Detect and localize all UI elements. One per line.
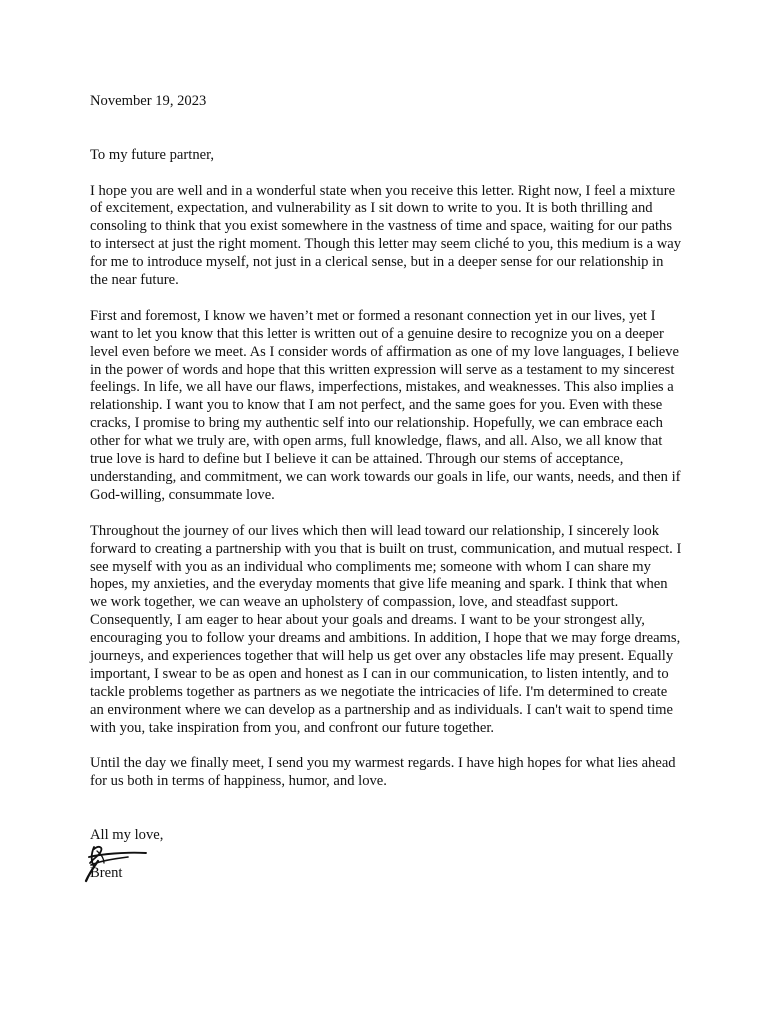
signature-block <box>90 845 682 885</box>
handwritten-signature <box>82 841 152 885</box>
letter-salutation: To my future partner, <box>90 146 215 163</box>
letter-body <box>90 93 682 885</box>
letter-date: November 19, 2023 <box>90 93 207 109</box>
signer-name: Brent <box>90 864 123 881</box>
letter-paragraph-4: Until the day we finally meet, I send you my warmest regards. I have high hopes for what lies ahead for us both in terms of happiness, humor, and love. <box>90 755 676 790</box>
letter-paragraph-1: I hope you are well and in a wonderful state when you receive this letter. Right now, I feel a mixture of excitement, expectation, and vulnerability as I sit down to write to you. It is both thrilling and consoling to think that you exist somewhere in the vastness of time and space, waiting for our paths to intersect at just the right moment. Though this letter may seem cliché to you, this medium is a way for me to introduce myself, not just in a clerical sense, but in a deeper sense for our relationship in the near future. <box>90 182 682 289</box>
letter-paragraph-3: Throughout the journey of our lives which then will lead toward our relationship, I sincerely look forward to creating a partnership with you that is built on trust, communication, and mutual respect. I see myself with you as an individual who compliments me; someone with whom I can share my hopes, my anxieties, and the everyday moments that give life meaning and spark. I think that when we work together, we can weave an upholstery of compassion, love, and steadfast support. Consequently, I am eager to hear about your goals and dreams. I want to be your strongest ally, encouraging you to follow your dreams and ambitions. In addition, I hope that we may forge dreams, journeys, and experiences together that will help us get over any obstacles life may present. Equally important, I swear to be as open and honest as I can in our communication, to listen intently, and to tackle problems together as partners as we negotiate the intricacies of life. I'm determined to create an environment where we can develop as a partnership and as individuals. I can't wait to spend time with you, take inspiration from you, and confront our future together. <box>90 522 682 736</box>
letter-paragraph-2: First and foremost, I know we haven’t met or formed a resonant connection yet in our lives, yet I want to let you know that this letter is written out of a genuine desire to recognize you on a deeper level even before we meet. As I consider words of affirmation as one of my love languages, I believe in the power of words and hope that this written expression will serve as a testament to my sincerest feelings. In life, we all have our flaws, imperfections, mistakes, and weaknesses. This also implies a relationship. I want you to know that I am not perfect, and the same goes for you. Even with these cracks, I promise to bring my authentic self into our relationship. Hopefully, we can embrace each other for what we truly are, with open arms, full knowledge, flaws, and all. Also, we all know that true love is hard to define but I believe it can be attained. Through our stems of acceptance, understanding, and commitment, we can work towards our goals in life, our wants, needs, and then if God-willing, consummate love. <box>90 307 681 503</box>
letter-closing: All my love, <box>90 827 164 844</box>
